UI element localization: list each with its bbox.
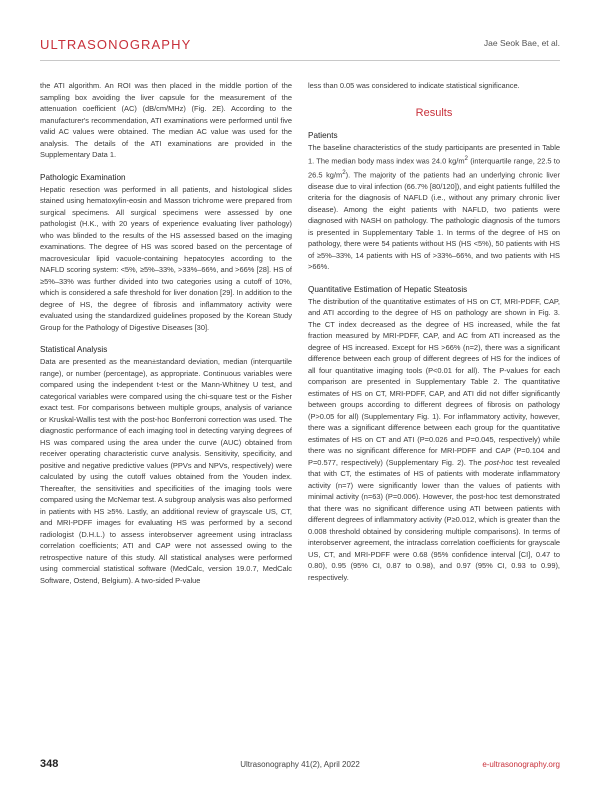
page-number: 348	[40, 758, 59, 770]
heading-statistical-analysis: Statistical Analysis	[40, 345, 108, 354]
left-column	[40, 80, 292, 586]
patients-text-3: ). The majority of the patients had an underlying chronic liver disease due to viral infection (66.7% [80/120]), and eight patients fulfilled the criteria for the diagnosis of NAFLD (i.e., without any primary chronic liver disease). Among the eight patients with NAFLD, two patients were diagnosed with NASH on pathology. The pathologic diagnosis of the tumors is presented in Supplementary Table 1. In terms of the degree of HS on pathology, there were 54 patients without HS (HS <5%), 50 patients with HS of ≥5%–33%, 14 patients with HS of >33%–66%, and two patients with HS >66%.	[308, 170, 560, 272]
journal-citation: Ultrasonography 41(2), April 2022	[240, 760, 360, 769]
paragraph-patients	[308, 142, 560, 273]
quant-text-2: test revealed that with CT, the estimates of HS of patients with moderate inflammatory activity (n=7) were significantly lower than the values of patients with minimal activity (n=63) (P=0.006). However, the post-hoc test demonstrated that there was no significant difference using ATI between patients with different degrees of inflammatory activity (P≥0.012, which is greater than the 0.008 threshold obtained by considering multiple comparisons). In terms of interobserver agreement, the intraclass correlation coefficients for grayscale US, CT, and MRI-PDFF were 0.68 (95% confidence interval [CI], 0.47 to 0.80), 0.95 (95% CI, 0.87 to 0.98), and 0.97 (95% CI, 0.93 to 0.99), respectively.	[308, 457, 561, 582]
paragraph-pathology: Hepatic resection was performed in all patients, and histological slides stained using hematoxylin-eosin and Masson trichrome were prepared from surgical specimens. All surgical specimens were assessed by one pathologist (H.K., with 20 years of experience evaluating liver pathology) who was blinded to the results of the HS assessed based on the imaging examinations. The degree of HS was scored based on the percentage of macrovesicular lipid vacuole-containing hepatocytes according to the NAFLD scoring system: <5%, ≥5%–33%, >33%–66%, and >66% [28]. HS of ≥5%–33% was further divided into two categories using a cutoff of 10%, which is considered a safe threshold for liver donation [29]. In addition to the degree of HS, the degree of fibrosis and inflammatory activity were evaluated using the standardized guidelines proposed by the Korean Study Group for the Pathology of Digestive Diseases [30].	[40, 184, 292, 332]
journal-url-link[interactable]: e-ultrasonography.org	[482, 760, 560, 769]
patients-text-2: (interquartile range, 22.5 to 26.5 kg/m	[308, 156, 560, 180]
italic-term: post-hoc	[484, 457, 514, 467]
superscript: 2	[342, 168, 346, 176]
header-divider	[40, 60, 560, 61]
right-column	[308, 80, 560, 583]
paragraph-ati-roi: the ATI algorithm. An ROI was then placed in the middle portion of the sampling box avoiding the liver capsule for the measurement of the attenuation coefficient (AC) (dB/cm/MHz) (Fig. 2E). According to the manufacturer's recommendation, ATI examinations were performed until five valid AC values were obtained. The median AC value was used for the analysis. The details of the ATI examinations are provided in the Supplementary Data 1.	[40, 81, 292, 159]
quant-text-1: The distribution of the quantitative estimates of HS on CT, MRI-PDFF, CAP, and ATI according to the degree of HS on pathology are shown in Fig. 3. The CT index decreased as the degree of HS increased, while the fat fraction measured by MRI-PDFF, CAP, and AC from ATI increased as the degree of HS increased. Except for HS >66% (n=2), there was a significant difference between each group of different degrees of HS for the indices of all four quantitative imaging tools (P<0.01 for all). The P-values for each comparison are presented in Supplementary Table 2. The quantitative estimates of HS on CT, MRI-PDFF, CAP, and ATI did not differ significantly between groups according to different degrees of fibrosis on pathology (P>0.05 for all) (Supplementary Fig. 1). For inflammatory activity, however, there was a significant difference between each group for the quantitative estimates of HS on CT and ATI (P=0.026 and P=0.045, respectively) while there was no significant difference for MRI-PDFF and CAP (P=0.104 and P=0.577, respectively) (Supplementary Fig. 2). The	[308, 296, 560, 467]
heading-patients: Patients	[308, 130, 338, 140]
heading-quantitative-estimation: Quantitative Estimation of Hepatic Steatosis	[308, 284, 468, 294]
section-heading-results: Results	[415, 106, 453, 119]
running-author: Jae Seok Bae, et al.	[483, 38, 560, 48]
journal-title: ULTRASONOGRAPHY	[40, 37, 192, 52]
heading-pathologic-examination: Pathologic Examination	[40, 172, 126, 182]
paragraph-quantitative	[308, 296, 560, 584]
paragraph-statistics: Data are presented as the mean±standard deviation, median (interquartile range), or number (percentage), as appropriate. Continuous variables were compared using the independent t-test or the Mann-Whitney U test, and categorical variables were compared using the chi-square test or the Fisher exact test. For comparisons between multiple groups, analysis of variance or Kruskal-Wallis test with the post-hoc Bonferroni correction was used. The diagnostic performance of each imaging tool in detecting varying degrees of HS was compared using the area under the curve (AUC) obtained from receiver operating characteristic curve analysis. Sensitivity, specificity, and positive and negative predictive values (PPVs and NPVs, respectively) were calculated by using the cutoff values obtained from the Youden index. Thereafter, the sensitivities and specificities of the imaging tools were compared using the McNemar test. A subgroup analysis was also performed in patients with HS ≥5%. Lastly, an additional review of grayscale US, CT, and MRI-PDFF images for evaluating HS was performed by a second radiologist (D.H.L.) to assess interobserver agreement using intraclass correlation coefficients; ATI and CAP were not assessed owing to the retrospective nature of this study. All statistical analyses were performed using commercial statistical software (MedCalc, version 19.0.7, MedCalc Software, Ostend, Belgium). A two-sided P-value	[40, 357, 292, 585]
superscript: 2	[464, 155, 468, 162]
patients-text-1: The baseline characteristics of the study participants are presented in Table 1. The median body mass index was 24.0 kg/m	[308, 142, 560, 166]
paragraph-significance: less than 0.05 was considered to indicate statistical significance.	[308, 81, 520, 90]
page-footer	[40, 760, 560, 772]
